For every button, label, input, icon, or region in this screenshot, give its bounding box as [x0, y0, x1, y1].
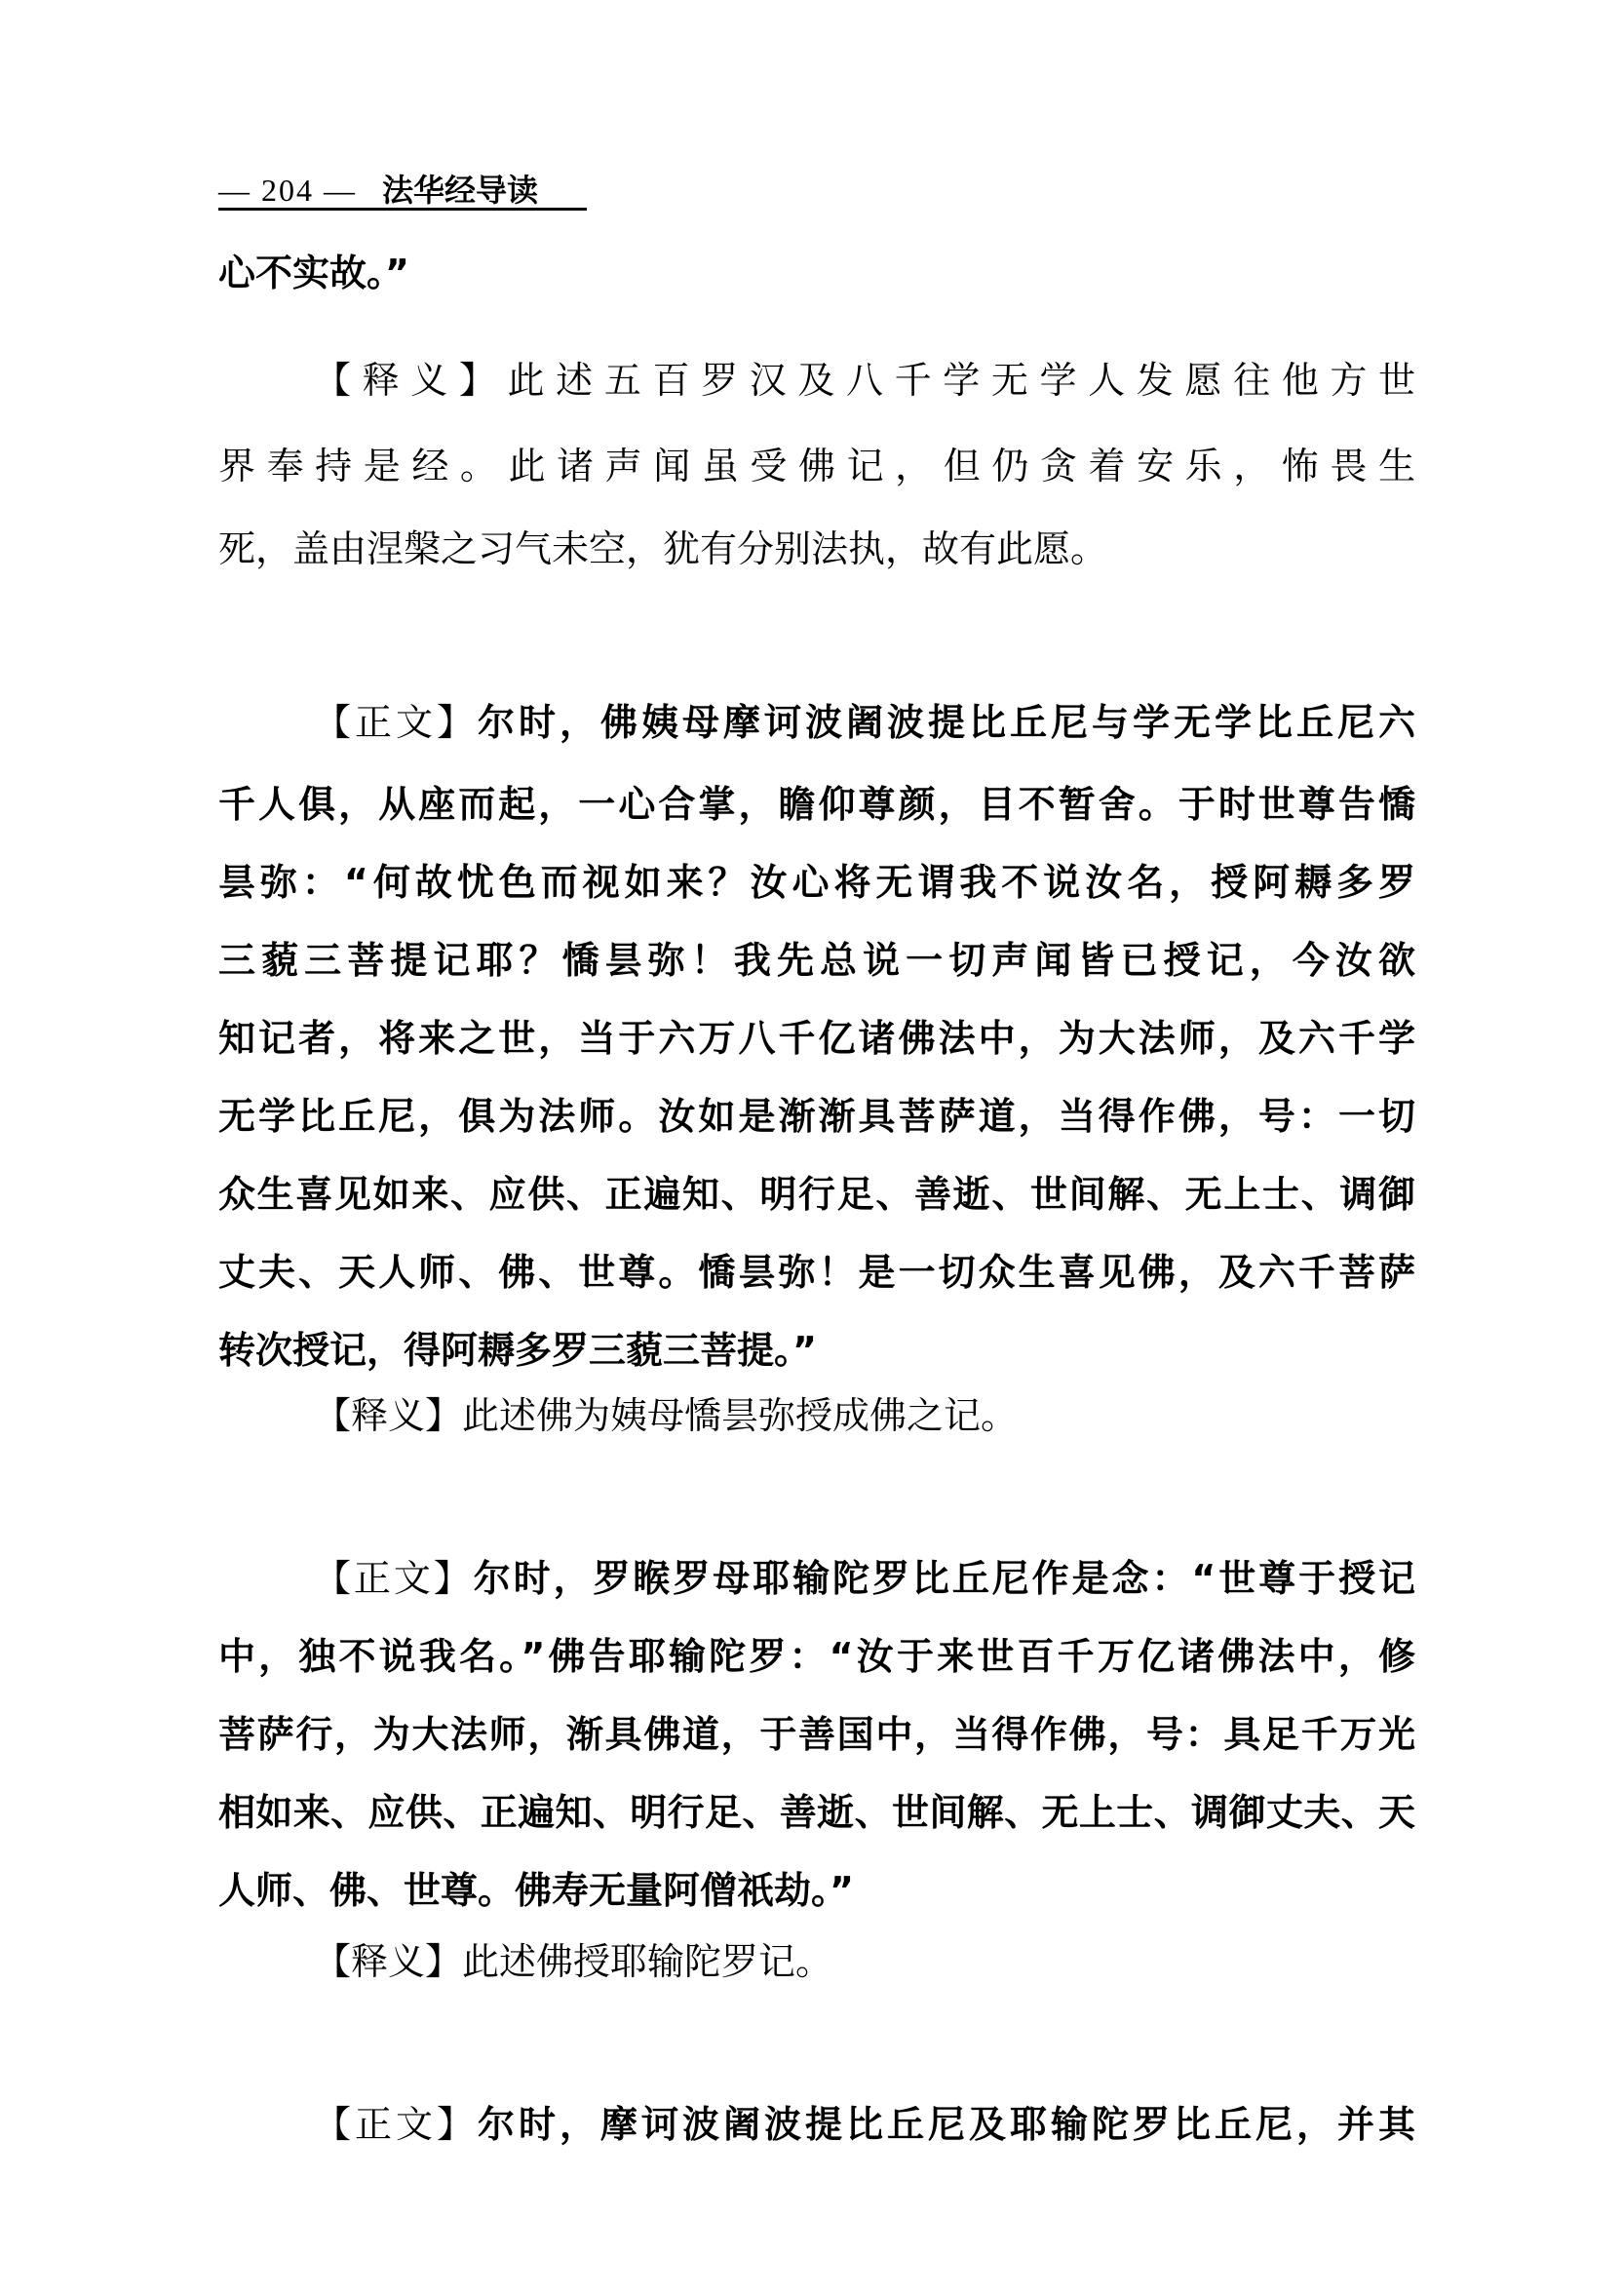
line-text: 中，独不说我名。”佛告耶输陀罗：“汝于来世百千万亿诸佛法中，修 — [218, 1635, 1415, 1678]
commentary-text-line — [218, 1386, 1415, 1445]
scripture-text-line — [218, 1783, 1415, 1842]
commentary-text-line — [218, 520, 1415, 578]
section-marker-zhengwen: 【正文】 — [314, 2103, 478, 2146]
line-text: 昙弥：“何故忧色而视如来？汝心将无谓我不说汝名，授阿耨多罗 — [218, 861, 1415, 904]
scripture-text-line — [218, 1087, 1415, 1146]
scripture-text-line — [218, 1009, 1415, 1068]
scripture-text-line — [218, 1549, 1415, 1608]
line-text: 转次授记，得阿耨多罗三藐三菩提。” — [218, 1329, 817, 1372]
line-text: 人师、佛、世尊。佛寿无量阿僧祇劫。” — [218, 1869, 854, 1912]
scripture-text-line — [218, 775, 1415, 834]
scripture-text-line — [218, 244, 1415, 302]
scripture-text-line — [218, 1861, 1415, 1920]
line-text: 千人俱，从座而起，一心合掌，瞻仰尊颜，目不暂舍。于时世尊告憍 — [218, 783, 1415, 826]
scripture-text-line — [218, 693, 1415, 752]
section-marker-shiyi: 【释义】 — [314, 359, 508, 402]
line-text: 菩萨行，为大法师，渐具佛道，于善国中，当得作佛，号：具足千万光 — [218, 1713, 1415, 1756]
scripture-text-line — [218, 1627, 1415, 1686]
page-number: — 204 — — [218, 173, 357, 208]
scripture-text-line — [218, 1165, 1415, 1224]
section-marker-shiyi: 【释义】 — [314, 1940, 463, 1983]
scripture-text-line — [218, 1705, 1415, 1764]
section-marker-zhengwen: 【正文】 — [314, 701, 478, 744]
line-text: 三藐三菩提记耶？憍昙弥！我先总说一切声闻皆已授记，今汝欲 — [218, 939, 1415, 982]
line-text: 心不实故。” — [218, 252, 409, 294]
line-text: 此述五百罗汉及八千学无学人发愿往他方世 — [507, 359, 1415, 402]
line-text: 知记者，将来之世，当于六万八千亿诸佛法中，为大法师，及六千学 — [218, 1017, 1415, 1060]
line-text: 死，盖由涅槃之习气未空，犹有分别法执，故有此愿。 — [218, 527, 1108, 570]
line-text: 众生喜见如来、应供、正遍知、明行足、善逝、世间解、无上士、调御 — [218, 1173, 1415, 1216]
line-text: 此述佛授耶输陀罗记。 — [462, 1940, 833, 1983]
line-text: 尔时，佛姨母摩诃波阇波提比丘尼与学无学比丘尼六 — [478, 701, 1415, 744]
line-text: 丈夫、天人师、佛、世尊。憍昙弥！是一切众生喜见佛，及六千菩萨 — [218, 1251, 1415, 1294]
scripture-text-line — [218, 2095, 1415, 2154]
book-title: 法华经导读 — [382, 173, 539, 208]
running-header — [218, 166, 587, 211]
scripture-text-line — [218, 1243, 1415, 1302]
scripture-text-line — [218, 931, 1415, 990]
line-text: 界奉持是经。此诸声闻虽受佛记，但仍贪着安乐，怖畏生 — [218, 445, 1415, 487]
line-text: 无学比丘尼，俱为法师。汝如是渐渐具菩萨道，当得作佛，号：一切 — [218, 1095, 1415, 1138]
commentary-text-line — [218, 1932, 1415, 1991]
section-marker-zhengwen: 【正文】 — [314, 1557, 474, 1600]
scripture-text-line — [218, 1321, 1415, 1380]
line-text: 尔时，摩诃波阇波提比丘尼及耶输陀罗比丘尼，并其 — [478, 2103, 1415, 2146]
commentary-text-line — [218, 437, 1415, 495]
line-text: 相如来、应供、正遍知、明行足、善逝、世间解、无上士、调御丈夫、天 — [218, 1791, 1415, 1834]
line-text: 尔时，罗睺罗母耶输陀罗比丘尼作是念：“世尊于授记 — [473, 1557, 1415, 1600]
line-text: 此述佛为姨母憍昙弥授成佛之记。 — [462, 1394, 1019, 1437]
scripture-text-line — [218, 853, 1415, 912]
section-marker-shiyi: 【释义】 — [314, 1394, 463, 1437]
commentary-text-line — [218, 351, 1415, 409]
